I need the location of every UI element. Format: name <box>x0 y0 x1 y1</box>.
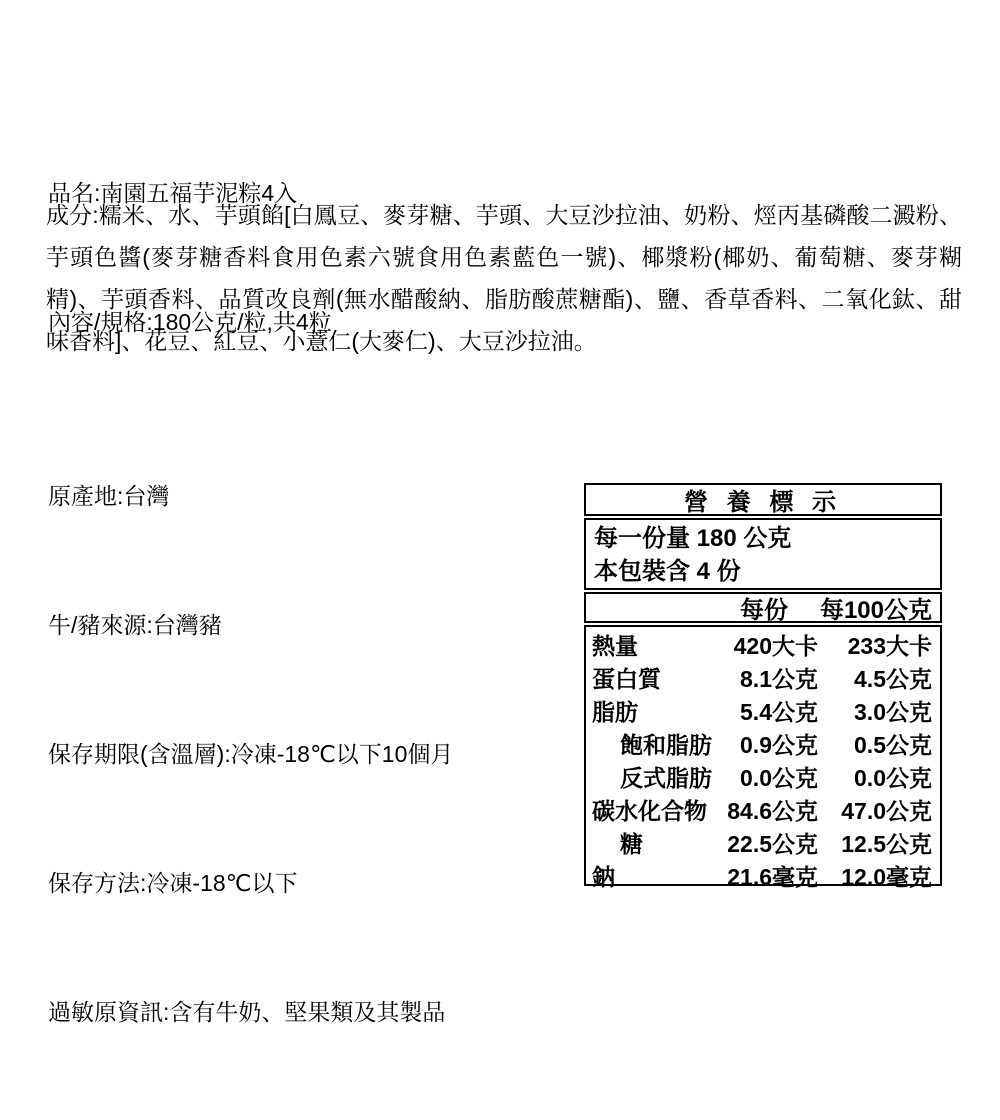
nutrition-row-trans-fat: 反式脂肪 0.0公克 0.0公克 <box>620 765 932 791</box>
nutrition-row-carbohydrate: 碳水化合物 84.6公克 47.0公克 <box>592 798 932 824</box>
ingredients-paragraph: 成分:糯米、水、芋頭餡[白鳳豆、麥芽糖、芋頭、大豆沙拉油、奶粉、烴丙基磷酸二澱粉、芋頭色醬(麥芽糖香料食用色素六號食用色素藍色一號)、椰漿粉(椰奶、葡萄糖、麥芽糊精)、芋頭香料、品質改良劑(無水醋酸納、脂肪酸蔗糖酯)、鹽、香草香料、二氧化鈦、甜味香料]、花豆、紅豆、小薏仁(大麥仁)、大豆沙拉油。 <box>46 202 962 354</box>
meat-source-line: 牛/豬來源:台灣豬 <box>48 612 222 638</box>
product-name-line: 品名:南園五福芋泥粽4入 <box>48 180 298 206</box>
servings-per-pack-line: 本包裝含 4 份 <box>594 558 741 585</box>
nutrition-row-sodium: 鈉 21.6毫克 12.0毫克 <box>592 864 932 890</box>
col-header-per-serving: 每份 <box>740 597 788 624</box>
nutrition-row-sugar: 糖 22.5公克 12.5公克 <box>620 831 932 857</box>
allergen-line: 過敏原資訊:含有牛奶、堅果類及其製品 <box>48 999 446 1025</box>
nutrition-data-rows <box>584 625 942 890</box>
nutrition-column-headers <box>584 592 942 623</box>
serving-size-line: 每一份量 180 公克 <box>594 525 792 552</box>
nutrition-row-calories: 熱量 420大卡 233大卡 <box>592 633 932 659</box>
nutrition-serving-info <box>584 518 942 590</box>
col-header-per-100g: 每100公克 <box>819 597 932 624</box>
product-info-lines <box>48 389 453 1120</box>
nutrition-row-protein: 蛋白質 8.1公克 4.5公克 <box>592 666 932 692</box>
origin-line: 原產地:台灣 <box>48 483 170 509</box>
nutrition-title: 營 養 標 示 <box>584 483 942 516</box>
storage-method-line: 保存方法:冷凍-18℃以下 <box>48 870 298 896</box>
nutrition-label-table <box>584 483 942 890</box>
product-spec-line: 內容/規格:180公克/粒,共4粒 <box>48 309 332 335</box>
shelf-life-line: 保存期限(含溫層):冷凍-18℃以下10個月 <box>48 741 454 767</box>
nutrition-row-fat: 脂肪 5.4公克 3.0公克 <box>592 699 932 725</box>
nutrition-row-saturated-fat: 飽和脂肪 0.9公克 0.5公克 <box>620 732 932 758</box>
